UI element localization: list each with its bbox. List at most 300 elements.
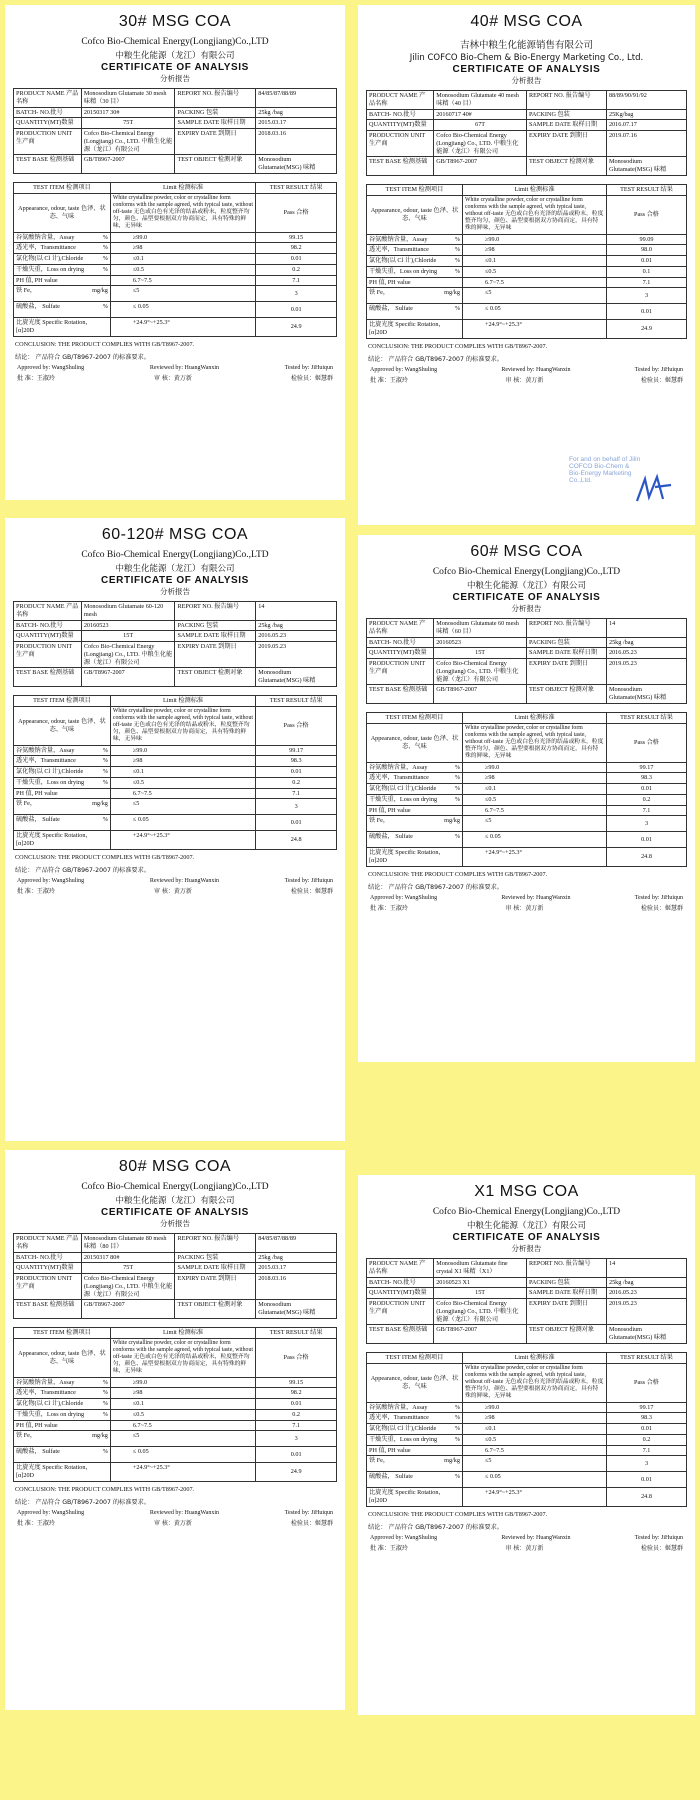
coa-certificate xyxy=(358,1175,695,1715)
label-cell: EXPIRY DATE 到期日 xyxy=(175,129,256,155)
test-limit: ≥99.0 xyxy=(110,232,255,243)
quantity: 15T xyxy=(434,648,527,659)
label-cell: EXPIRY DATE 到期日 xyxy=(175,642,256,668)
batch-no: 20160717 40# xyxy=(434,109,527,120)
test-object: Monosodium Glutamate(MSG) 味精 xyxy=(606,1325,686,1344)
table-row xyxy=(14,89,337,108)
report-no: 84/85/87/88/89 xyxy=(256,89,337,108)
test-result: 0.2 xyxy=(607,1434,687,1445)
report-no: 88/89/90/91/92 xyxy=(606,91,686,110)
label-cell: BATCH- NO.批号 xyxy=(14,107,82,118)
column-header: Limit 检测标准 xyxy=(463,1352,607,1363)
conclusion-cn: 结论： 产品符合 GB/T8967-2007 的标准要求。 xyxy=(368,883,503,891)
report-heading: 分析报告 xyxy=(160,1219,190,1228)
company-name-cn: Jilin COFCO Bio-Chem & Bio-Energy Marketing Co., Ltd. xyxy=(409,53,644,63)
table-row xyxy=(14,799,337,815)
report-heading: 分析报告 xyxy=(511,1244,542,1253)
test-item-unit: % xyxy=(454,1403,460,1411)
test-item xyxy=(14,777,111,788)
label-cell: TEST BASE 检测基础 xyxy=(367,1325,434,1344)
test-result: 24.9 xyxy=(607,320,687,339)
test-item-label: PH 值, PH value xyxy=(369,278,411,286)
test-item-unit: % xyxy=(454,305,460,313)
batch-no: 20150317 80# xyxy=(81,1252,175,1263)
cert-title: 60-120# MSG COA xyxy=(101,526,249,543)
test-result: 98.0 xyxy=(607,245,687,256)
coa-certificate xyxy=(358,535,695,1062)
reviewed-cn: 审 核：黄万新 xyxy=(153,374,192,382)
label-cell: PRODUCTION UNIT 生产商 xyxy=(14,129,82,155)
label-cell: PRODUCT NAME 产品名称 xyxy=(367,1259,434,1278)
sample-date: 2016.07.17 xyxy=(606,120,686,131)
approved-by: Approved by: WangShuling xyxy=(17,364,85,371)
company-stamp xyxy=(567,449,687,509)
test-item-label: 硫酸盐， Sulfate xyxy=(369,1473,413,1481)
test-item xyxy=(14,318,111,337)
test-item-label: PH 值, PH value xyxy=(369,1446,411,1454)
test-base: GB/T8967-2007 xyxy=(434,157,527,176)
test-item-label: 硫酸盐， Sulfate xyxy=(369,305,413,313)
table-row xyxy=(367,245,687,256)
test-item xyxy=(14,756,111,767)
column-header: Limit 检测标准 xyxy=(110,695,255,706)
test-item-unit: % xyxy=(454,246,460,254)
test-limit: ≥98 xyxy=(463,245,607,256)
test-item-unit: % xyxy=(454,1414,460,1422)
test-item xyxy=(14,254,111,265)
label-cell: QUANTITY(MT)数量 xyxy=(367,648,434,659)
reviewed-by: Reviewed by: HuangWanxin xyxy=(501,1534,571,1541)
test-item-unit: % xyxy=(454,267,460,275)
approved-cn: 批 准：王淑玲 xyxy=(370,376,408,384)
test-result: 7.1 xyxy=(256,275,337,286)
results-table xyxy=(366,712,687,867)
approved-cn: 批 准：王淑玲 xyxy=(17,887,55,895)
test-item: Appearance, odour, taste 色泽、状态、气味 xyxy=(367,723,463,762)
product-name: Monosodium Glutamate 60 mesh 味精（60 目） xyxy=(434,619,527,638)
table-header-row xyxy=(367,1352,687,1363)
test-result: 0.01 xyxy=(256,254,337,265)
test-result: 98.3 xyxy=(607,1413,687,1424)
test-item: Appearance, odour, taste 色泽、状态、气味 xyxy=(14,706,111,745)
test-limit: ≤ 0.05 xyxy=(110,815,255,831)
label-cell: BATCH- NO.批号 xyxy=(367,109,434,120)
signature-stamp-icon xyxy=(567,449,687,509)
table-row xyxy=(367,195,687,234)
test-item-label: 透光率，Transmittance xyxy=(369,774,429,782)
approved-cn: 批 准：王淑玲 xyxy=(370,904,408,912)
test-item xyxy=(14,1399,111,1410)
coa-certificate xyxy=(5,518,345,1141)
label-cell: SAMPLE DATE 取样日期 xyxy=(526,1288,606,1299)
test-item xyxy=(367,762,463,773)
table-row xyxy=(14,788,337,799)
results-table xyxy=(366,1352,687,1507)
column-header: TEST RESULT 结果 xyxy=(607,712,687,723)
table-row xyxy=(14,318,337,337)
test-result: 0.01 xyxy=(607,1472,687,1488)
production-unit: Cofco Bio-Chemical Energy (Longjiang) Co., LTD. 中粮生化能源（龙江）有限公司 xyxy=(434,1299,527,1325)
label-cell: TEST BASE 检测基础 xyxy=(14,668,82,687)
label-cell: PRODUCTION UNIT 生产商 xyxy=(14,1274,82,1300)
table-row xyxy=(367,266,687,277)
test-result: 99.17 xyxy=(607,762,687,773)
test-limit: White crystalline powder, color or crystalline form conforms with the sample agreed, with typical taste, without off-taste 无色或白色有光泽的结晶或粉末，粒度整齐均匀，颜色、晶型要根据双方协商而定，具有特殊的鲜味，无异味 xyxy=(463,1363,607,1402)
test-item xyxy=(367,234,463,245)
reviewed-by: Reviewed by: HuangWanxin xyxy=(149,364,219,371)
table-row xyxy=(367,816,687,832)
product-name: Monosodium Glutamate 30 mesh 味精（30 目） xyxy=(81,89,175,108)
table-row xyxy=(14,1338,337,1377)
table-row xyxy=(14,1252,337,1263)
tested-by: Tested by: JiHuiqun xyxy=(284,1509,333,1516)
test-item xyxy=(14,302,111,318)
test-item-label: 铁 Fe， xyxy=(16,287,37,295)
test-item-unit: % xyxy=(454,833,460,841)
signature-row xyxy=(13,878,337,884)
test-limit: ≥99.0 xyxy=(463,234,607,245)
test-limit: ≥99.0 xyxy=(463,762,607,773)
table-row xyxy=(14,1274,337,1300)
test-item: Appearance, odour, taste 色泽、状态、气味 xyxy=(367,1363,463,1402)
table-row xyxy=(367,794,687,805)
test-result: Pass 合格 xyxy=(256,706,337,745)
label-cell: PACKING 包装 xyxy=(175,107,256,118)
reviewed-by: Reviewed by: HuangWanxin xyxy=(501,894,571,901)
test-item-label: 铁 Fe， xyxy=(369,817,390,825)
quantity: 75T xyxy=(81,118,175,129)
table-row xyxy=(367,320,687,339)
company-name-en: 吉林中粮生化能源销售有限公司 xyxy=(459,41,593,51)
table-row xyxy=(367,1325,687,1344)
label-cell: TEST OBJECT 检测对象 xyxy=(526,1325,606,1344)
table-row xyxy=(367,848,687,867)
table-row xyxy=(14,232,337,243)
test-item xyxy=(14,264,111,275)
signature-row-cn xyxy=(13,886,337,895)
test-result: 0.01 xyxy=(256,1447,337,1463)
column-header: TEST RESULT 结果 xyxy=(256,695,337,706)
test-item-label: 谷氨酸钠含量，Assay xyxy=(369,1403,428,1411)
cert-title: 60# MSG COA xyxy=(470,543,583,560)
table-row xyxy=(14,243,337,254)
table-row xyxy=(14,1463,337,1482)
signature-row-cn xyxy=(366,375,687,384)
test-object: Monosodium Glutamate(MSG) 味精 xyxy=(256,668,337,687)
test-item xyxy=(14,1388,111,1399)
signature-row xyxy=(366,367,687,373)
results-table xyxy=(13,695,337,850)
test-limit: ≤0.5 xyxy=(110,777,255,788)
test-item-label: 谷氨酸钠含量，Assay xyxy=(369,235,428,243)
test-item-unit: % xyxy=(102,1410,108,1418)
label-cell: QUANTITY(MT)数量 xyxy=(367,1288,434,1299)
company-name-en: Cofco Bio-Chemical Energy(Longjiang)Co.,LTD xyxy=(432,1207,621,1217)
conclusion-en: CONCLUSION: THE PRODUCT COMPLIES WITH GB/T8967-2007. xyxy=(15,853,195,861)
table-row xyxy=(367,288,687,304)
table-row xyxy=(14,602,337,621)
label-cell: PRODUCTION UNIT 生产商 xyxy=(367,1299,434,1325)
test-limit: ≥98 xyxy=(463,773,607,784)
label-cell: PACKING 包装 xyxy=(526,637,606,648)
column-header: TEST ITEM 检测项目 xyxy=(14,695,111,706)
signature-row-cn xyxy=(366,903,687,912)
table-row xyxy=(367,648,687,659)
table-row xyxy=(14,668,337,687)
table-row xyxy=(367,1434,687,1445)
info-table xyxy=(366,618,687,704)
table-row xyxy=(14,1388,337,1399)
test-item xyxy=(367,816,463,832)
expiry-date: 2019.05.23 xyxy=(606,659,686,685)
expiry-date: 2019.07.16 xyxy=(606,131,686,157)
conclusion-cn: 结论： 产品符合 GB/T8967-2007 的标准要求。 xyxy=(15,866,150,874)
tested-by: Tested by: JiHuiqun xyxy=(634,1534,683,1541)
report-no: 14 xyxy=(606,619,686,638)
packing: 25kg /bag xyxy=(256,1252,337,1263)
table-header-row xyxy=(14,1327,337,1338)
test-item-label: 氯化物(以 Cl 计),Chloride xyxy=(369,785,437,793)
signature-row xyxy=(366,895,687,901)
test-result: 3 xyxy=(256,286,337,302)
table-row xyxy=(14,286,337,302)
label-cell: TEST OBJECT 检测对象 xyxy=(175,155,256,174)
tested-cn: 检验员：姬慧群 xyxy=(640,1544,683,1552)
test-limit: White crystalline powder, color or crystalline form conforms with the sample agreed, with typical taste, without off-taste 无色或白色有光泽的结晶或粉末，粒度整齐均匀，颜色、晶型要根据双方协商而定，具有特殊的鲜味，无异味 xyxy=(463,723,607,762)
table-row xyxy=(367,131,687,157)
test-limit: ≤0.1 xyxy=(110,1399,255,1410)
product-name: Monosodium Glutamate 80 mesh 味精（80 目） xyxy=(81,1234,175,1253)
test-result: 24.8 xyxy=(607,848,687,867)
test-item xyxy=(367,304,463,320)
label-cell: EXPIRY DATE 到期日 xyxy=(526,1299,606,1325)
approved-by: Approved by: WangShuling xyxy=(370,894,438,901)
test-limit: ≤5 xyxy=(463,288,607,304)
conclusion-cn: 结论： 产品符合 GB/T8967-2007 的标准要求。 xyxy=(368,1523,503,1531)
test-base: GB/T8967-2007 xyxy=(81,668,175,687)
reviewed-cn: 审 核：黄万新 xyxy=(505,1544,544,1552)
expiry-date: 2019.05.23 xyxy=(606,1299,686,1325)
label-cell: REPORT NO. 报告编号 xyxy=(175,602,256,621)
results-table xyxy=(366,184,687,339)
test-item-label: PH 值, PH value xyxy=(16,276,58,284)
table-row xyxy=(14,631,337,642)
column-header: TEST ITEM 检测项目 xyxy=(367,184,463,195)
table-row xyxy=(14,1234,337,1253)
table-row xyxy=(14,107,337,118)
column-header: TEST ITEM 检测项目 xyxy=(14,182,111,193)
reviewed-cn: 审 核：黄万新 xyxy=(505,376,544,384)
company-name-en: Cofco Bio-Chemical Energy(Longjiang)Co.,LTD xyxy=(81,1182,269,1192)
test-item xyxy=(367,1445,463,1456)
product-name: Monosodium Glutamate 40 mesh 味精（40 目） xyxy=(434,91,527,110)
company-name-en: Cofco Bio-Chemical Energy(Longjiang)Co.,LTD xyxy=(432,567,621,577)
test-item-unit: mg/kg xyxy=(92,287,108,295)
signature-row xyxy=(366,1535,687,1541)
cert-title: 30# MSG COA xyxy=(118,13,232,30)
test-item xyxy=(367,805,463,816)
table-row xyxy=(367,1259,687,1278)
test-result: 0.01 xyxy=(607,832,687,848)
label-cell: SAMPLE DATE 取样日期 xyxy=(175,631,256,642)
test-item-label: 比旋光度 Specific Rotation，[α]20D xyxy=(16,832,92,848)
table-row xyxy=(367,1445,687,1456)
table-row xyxy=(14,1447,337,1463)
table-row xyxy=(367,91,687,110)
approved-by: Approved by: WangShuling xyxy=(370,366,438,373)
label-cell: BATCH- NO.批号 xyxy=(14,1252,82,1263)
test-limit: White crystalline powder, color or crystalline form conforms with the sample agreed, with typical taste, without off-taste 无色或白色有光泽的结晶或粉末，粒度整齐均匀，颜色、晶型要根据双方协商而定，具有特殊的鲜味，无异味 xyxy=(110,1338,255,1377)
test-item xyxy=(367,1488,463,1507)
test-result: 0.01 xyxy=(256,302,337,318)
label-cell: REPORT NO. 报告编号 xyxy=(175,1234,256,1253)
test-item-label: 硫酸盐， Sulfate xyxy=(16,816,60,824)
table-row xyxy=(367,157,687,176)
test-result: 99.15 xyxy=(256,232,337,243)
company-name-en: Cofco Bio-Chemical Energy(Longjiang)Co.,LTD xyxy=(81,37,269,47)
test-limit: ≥99.0 xyxy=(110,745,255,756)
column-header: Limit 检测标准 xyxy=(463,184,607,195)
test-limit: White crystalline powder, color or crystalline form conforms with the sample agreed, with typical taste, without off-taste 无色或白色有光泽的结晶或粉末，粒度整齐均匀，颜色、晶型要根据双方协商而定，具有特殊的鲜味，无异味 xyxy=(110,706,255,745)
test-item xyxy=(367,784,463,795)
table-row xyxy=(367,805,687,816)
test-item xyxy=(14,286,111,302)
test-item xyxy=(14,799,111,815)
approved-by: Approved by: WangShuling xyxy=(17,1509,85,1516)
test-limit: 6.7~7.5 xyxy=(110,275,255,286)
test-item-label: PH 值, PH value xyxy=(16,1421,58,1429)
coa-certificate xyxy=(358,5,695,525)
table-row xyxy=(14,706,337,745)
test-result: 99.09 xyxy=(607,234,687,245)
coa-heading: CERTIFICATE OF ANALYSIS xyxy=(101,1207,249,1218)
test-limit: 6.7~7.5 xyxy=(463,277,607,288)
signature-row xyxy=(13,365,337,371)
test-item: Appearance, odour, taste 色泽、状态、气味 xyxy=(14,1338,111,1377)
test-limit: +24.9°~+25.3° xyxy=(110,831,255,850)
test-item-unit: % xyxy=(454,235,460,243)
test-limit: White crystalline powder, color or crystalline form conforms with the sample agreed, with typical taste, without off-taste 无色或白色有光泽的结晶或粉末，粒度整齐均匀，颜色、晶型要根据双方协商而定，具有特殊的鲜味，无异味 xyxy=(463,195,607,234)
label-cell: SAMPLE DATE 取样日期 xyxy=(175,118,256,129)
test-result: 3 xyxy=(607,1456,687,1472)
company-name-cn: 中粮生化能源（龙江）有限公司 xyxy=(115,564,235,574)
test-limit: ≤0.1 xyxy=(463,1424,607,1435)
signature-row-cn xyxy=(13,1518,337,1527)
test-item xyxy=(367,256,463,267)
column-header: TEST RESULT 结果 xyxy=(256,1327,337,1338)
table-row xyxy=(367,619,687,638)
batch-no: 20160523 X1 xyxy=(434,1277,527,1288)
conclusion-en: CONCLUSION: THE PRODUCT COMPLIES WITH GB/T8967-2007. xyxy=(15,1485,195,1493)
test-item-unit: % xyxy=(454,785,460,793)
tested-by: Tested by: JiHuiqun xyxy=(284,877,333,884)
test-limit: ≥98 xyxy=(110,1388,255,1399)
table-row xyxy=(14,1399,337,1410)
test-item-label: 谷氨酸钠含量，Assay xyxy=(16,746,75,754)
test-item-label: 硫酸盐， Sulfate xyxy=(369,833,413,841)
test-item-label: 透光率，Transmittance xyxy=(16,1389,76,1397)
label-cell: PRODUCT NAME 产品名称 xyxy=(14,89,82,108)
test-item xyxy=(367,1413,463,1424)
test-limit: +24.9°~+25.3° xyxy=(110,1463,255,1482)
test-limit: ≤ 0.05 xyxy=(110,1447,255,1463)
label-cell: PACKING 包装 xyxy=(526,109,606,120)
test-item-unit: % xyxy=(454,763,460,771)
label-cell: QUANTITY(MT)数量 xyxy=(14,1263,82,1274)
test-item xyxy=(14,232,111,243)
test-item-label: 透光率，Transmittance xyxy=(369,246,429,254)
label-cell: EXPIRY DATE 到期日 xyxy=(526,131,606,157)
table-header-row xyxy=(367,712,687,723)
sample-date: 2015.03.17 xyxy=(256,1263,337,1274)
cert-title: 80# MSG COA xyxy=(118,1158,232,1175)
quantity: 15T xyxy=(434,1288,527,1299)
test-item xyxy=(367,832,463,848)
test-result: Pass 合格 xyxy=(256,193,337,232)
test-item-label: 谷氨酸钠含量，Assay xyxy=(16,1378,75,1386)
test-item-unit: % xyxy=(454,257,460,265)
tested-cn: 检验员：姬慧群 xyxy=(290,374,333,382)
report-no: 14 xyxy=(606,1259,686,1278)
results-table xyxy=(13,1327,337,1482)
company-name-cn: 中粮生化能源（龙江）有限公司 xyxy=(466,581,586,591)
conclusion-en: CONCLUSION: THE PRODUCT COMPLIES WITH GB/T8967-2007. xyxy=(368,870,548,878)
table-row xyxy=(367,1413,687,1424)
test-limit: ≥98 xyxy=(110,243,255,254)
test-item-label: 干燥失重，Loss on drying xyxy=(369,267,438,275)
label-cell: QUANTITY(MT)数量 xyxy=(14,118,82,129)
test-result: 0.01 xyxy=(607,1424,687,1435)
test-limit: ≤0.5 xyxy=(463,794,607,805)
test-item-unit: % xyxy=(102,816,108,824)
table-row xyxy=(367,1472,687,1488)
test-item-label: 谷氨酸钠含量，Assay xyxy=(369,763,428,771)
column-header: Limit 检测标准 xyxy=(463,712,607,723)
production-unit: Cofco Bio-Chemical Energy (Longjiang) Co., LTD. 中粮生化能源（龙江）有限公司 xyxy=(434,659,527,685)
test-limit: ≥99.0 xyxy=(463,1402,607,1413)
table-row xyxy=(367,1299,687,1325)
company-name-cn: 中粮生化能源（龙江）有限公司 xyxy=(466,1221,586,1231)
test-limit: ≤0.1 xyxy=(463,784,607,795)
test-item-unit: % xyxy=(102,778,108,786)
test-item-label: 比旋光度 Specific Rotation，[α]20D xyxy=(369,321,445,337)
test-result: Pass 合格 xyxy=(607,1363,687,1402)
packing: 25Kg/bag xyxy=(606,109,686,120)
tested-cn: 检验员：姬慧群 xyxy=(640,904,683,912)
test-item xyxy=(14,1409,111,1420)
table-row xyxy=(14,767,337,778)
label-cell: TEST BASE 检测基础 xyxy=(14,155,82,174)
reviewed-cn: 审 核：黄万新 xyxy=(153,1519,192,1527)
results-table xyxy=(13,182,337,337)
coa-heading: CERTIFICATE OF ANALYSIS xyxy=(101,62,249,73)
report-heading: 分析报告 xyxy=(511,76,542,85)
test-object: Monosodium Glutamate(MSG) 味精 xyxy=(256,1300,337,1319)
test-limit: ≤5 xyxy=(463,816,607,832)
test-item-unit: % xyxy=(454,774,460,782)
test-limit: ≤5 xyxy=(110,1431,255,1447)
production-unit: Cofco Bio-Chemical Energy (Longjiang) Co., LTD. 中粮生化能源（龙江）有限公司 xyxy=(434,131,527,157)
tested-by: Tested by: JiHuiqun xyxy=(634,366,683,373)
test-item xyxy=(367,320,463,339)
label-cell: REPORT NO. 报告编号 xyxy=(526,619,606,638)
test-item xyxy=(367,277,463,288)
tested-cn: 检验员：姬慧群 xyxy=(290,887,333,895)
test-item-unit: % xyxy=(102,768,108,776)
sample-date: 2015.03.17 xyxy=(256,118,337,129)
test-result: Pass 合格 xyxy=(607,723,687,762)
signature-row xyxy=(13,1510,337,1516)
